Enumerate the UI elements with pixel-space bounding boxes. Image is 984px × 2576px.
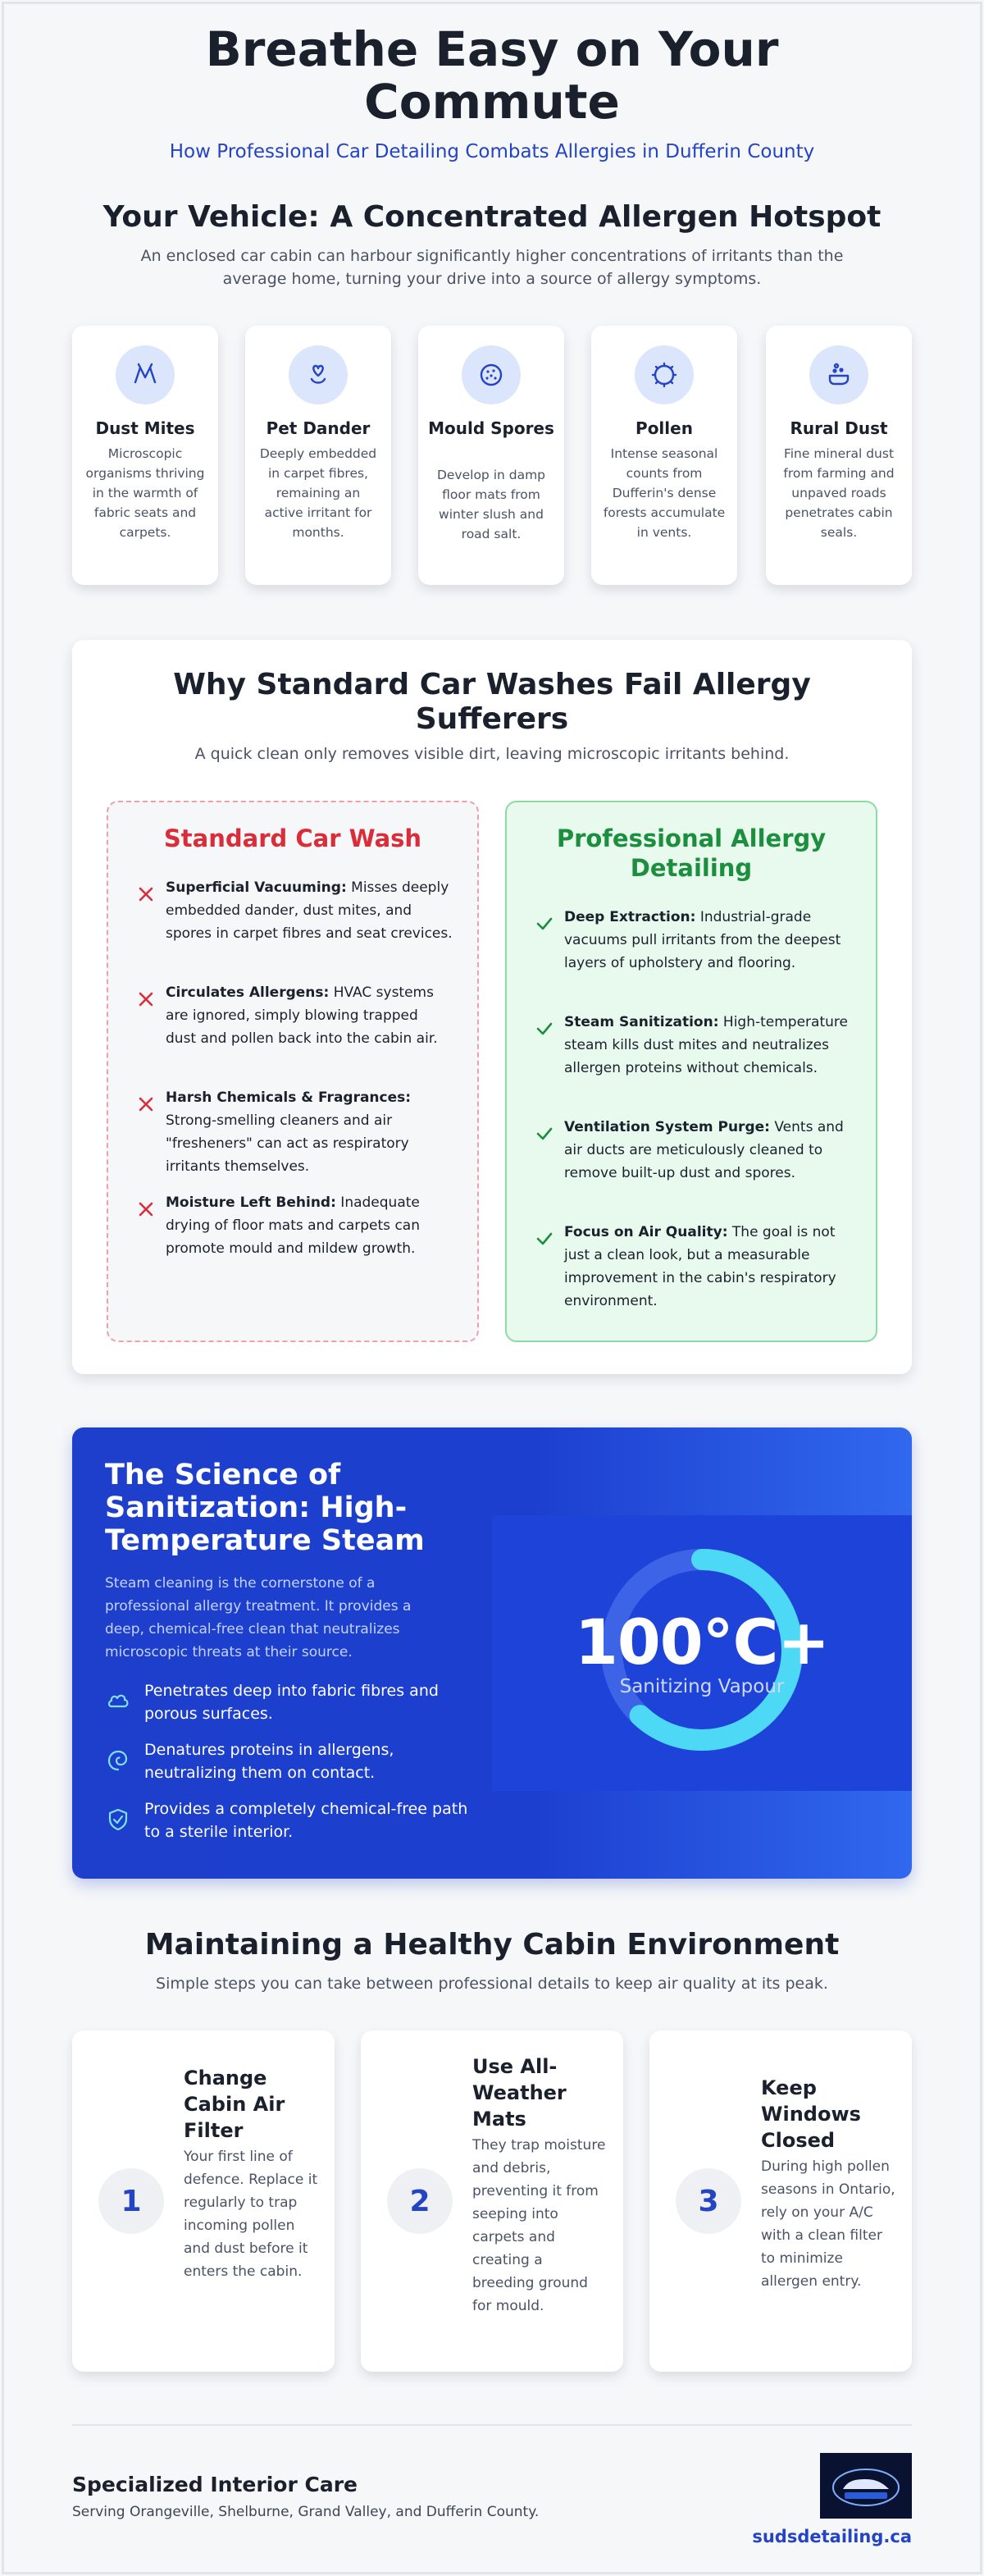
mould-spores-icon bbox=[462, 345, 521, 404]
pet-dander-icon bbox=[289, 345, 348, 404]
science-title: The Science of Sanitization: High-Temperature Steam bbox=[105, 1459, 425, 1557]
science-point: Provides a completely chemical-free path to a sterile interior. bbox=[144, 1800, 468, 1841]
science-point: Penetrates deep into fabric fibres and porous surfaces. bbox=[144, 1682, 439, 1723]
page-subtitle: How Professional Car Detailing Combats Allergies in Dufferin County bbox=[169, 141, 815, 162]
tip-card bbox=[361, 2030, 623, 2372]
tip-card bbox=[72, 2030, 335, 2372]
tip-description: During high pollen seasons in Ontario, rely on your A/C with a clean filter to minimize allergen entry. bbox=[761, 2158, 895, 2290]
science-description: Steam cleaning is the cornerstone of a professional allergy treatment. It provides a deep, chemical-free clean that neutralizes microscopic threats at their source. bbox=[105, 1575, 412, 1660]
standard-wash-column bbox=[107, 801, 479, 1342]
allergen-card-rural-dust bbox=[766, 326, 912, 585]
allergen-title: Rural Dust bbox=[790, 418, 888, 438]
comparison-subtitle: A quick clean only removes visible dirt, leaving microscopic irritants behind. bbox=[194, 745, 790, 763]
allergen-description: Deeply embedded in carpet fibres, remaining an active irritant for months. bbox=[259, 446, 377, 540]
professional-item: Deep Extraction: Industrial-grade vacuums pull irritants from the deepest layers of upholstery and flooring. bbox=[564, 909, 841, 971]
tip-card bbox=[649, 2030, 912, 2372]
check-icon bbox=[535, 914, 554, 934]
rural-dust-icon bbox=[809, 345, 868, 404]
maintain-subtitle: Simple steps you can take between professional details to keep air quality at its peak. bbox=[156, 1975, 828, 1993]
allergen-card-pollen bbox=[591, 326, 737, 585]
footer-title: Specialized Interior Care bbox=[72, 2473, 358, 2496]
professional-item: Focus on Air Quality: The goal is not just a clean look, but a measurable improvement in the cabin's respiratory environment. bbox=[564, 1224, 836, 1309]
maintain-title: Maintaining a Healthy Cabin Environment bbox=[144, 1928, 840, 1962]
professional-detailing-column bbox=[505, 801, 877, 1342]
hotspot-subtitle: An enclosed car cabin can harbour significantly higher concentrations of irritants than the average home, turning your drive into a source of allergy symptoms. bbox=[140, 247, 844, 288]
cross-icon bbox=[136, 1094, 156, 1114]
tip-description: Your first line of defence. Replace it regularly to trap incoming pollen and dust before it enters the cabin. bbox=[184, 2149, 318, 2280]
temperature-gauge-panel bbox=[492, 1515, 912, 1791]
tip-number: 3 bbox=[676, 2168, 741, 2234]
tip-description: They trap moisture and debris, preventing it from seeping into carpets and creating a breeding ground for mould. bbox=[472, 2137, 606, 2314]
comparison-section bbox=[72, 640, 912, 1374]
footer-divider bbox=[72, 2424, 912, 2426]
professional-item: Steam Sanitization: High-temperature steam kills dust mites and neutralizes allergen proteins without chemicals. bbox=[564, 1014, 848, 1076]
professional-detailing-title: Professional Allergy Detailing bbox=[556, 824, 827, 882]
check-icon bbox=[535, 1124, 554, 1144]
hotspot-title: Your Vehicle: A Concentrated Allergen Hotspot bbox=[102, 200, 882, 234]
standard-wash-title: Standard Car Wash bbox=[163, 824, 422, 852]
science-point: Denatures proteins in allergens, neutralizing them on contact. bbox=[144, 1741, 394, 1782]
page-title: Breathe Easy on Your Commute bbox=[205, 21, 779, 130]
check-icon bbox=[535, 1229, 554, 1249]
allergen-description: Fine mineral dust from farming and unpaved roads penetrates cabin seals. bbox=[783, 446, 895, 540]
standard-item: Superficial Vacuuming: Misses deeply embedded dander, dust mites, and spores in carpet fibres and seat crevices. bbox=[166, 879, 453, 942]
allergen-card-mould-spores bbox=[418, 326, 564, 585]
tip-title: Keep Windows Closed bbox=[761, 2076, 861, 2152]
fabric-fibres-icon bbox=[105, 1688, 131, 1715]
allergen-title: Pet Dander bbox=[266, 418, 371, 438]
allergen-card-dust-mites bbox=[72, 326, 218, 585]
temperature-value: 100°C+ bbox=[574, 1605, 830, 1679]
allergen-title: Dust Mites bbox=[95, 418, 195, 438]
protein-denature-icon bbox=[105, 1747, 131, 1774]
check-icon bbox=[535, 1019, 554, 1039]
allergen-cards bbox=[72, 326, 912, 585]
allergen-title: Mould Spores bbox=[428, 418, 554, 438]
dust-mite-icon bbox=[116, 345, 175, 404]
allergen-description: Microscopic organisms thriving in the warmth of fabric seats and carpets. bbox=[85, 446, 205, 540]
footer-service-area: Serving Orangeville, Shelburne, Grand Valley, and Dufferin County. bbox=[72, 2504, 540, 2520]
standard-item: Moisture Left Behind: Inadequate drying of floor mats and carpets can promote mould and mildew growth. bbox=[166, 1194, 420, 1257]
tip-number: 1 bbox=[98, 2168, 164, 2234]
shield-check-icon bbox=[105, 1806, 131, 1833]
professional-item: Ventilation System Purge: Vents and air ducts are meticulously cleaned to remove built-up dust and spores. bbox=[564, 1119, 844, 1181]
standard-item: Circulates Allergens: HVAC systems are ignored, simply blowing trapped dust and pollen back into the cabin air. bbox=[166, 984, 438, 1047]
tip-title: Change Cabin Air Filter bbox=[184, 2067, 285, 2142]
brand-logo bbox=[820, 2453, 912, 2519]
allergen-title: Pollen bbox=[636, 418, 693, 438]
tip-title: Use All-Weather Mats bbox=[472, 2055, 567, 2131]
standard-item: Harsh Chemicals & Fragrances: Strong-smelling cleaners and air "fresheners" can act as respiratory irritants themselves. bbox=[166, 1089, 412, 1175]
allergen-description: Develop in damp floor mats from winter slush and road salt. bbox=[436, 468, 546, 541]
temperature-label: Sanitizing Vapour bbox=[619, 1676, 785, 1697]
pollen-icon bbox=[635, 345, 694, 404]
cross-icon bbox=[136, 989, 156, 1009]
science-section bbox=[72, 1427, 912, 1879]
website-link[interactable]: sudsdetailing.ca bbox=[752, 2527, 912, 2546]
tip-number: 2 bbox=[387, 2168, 453, 2234]
cross-icon bbox=[136, 1199, 156, 1219]
allergen-description: Intense seasonal counts from Dufferin's dense forests accumulate in vents. bbox=[603, 446, 726, 540]
allergen-card-pet-dander bbox=[245, 326, 391, 585]
comparison-title: Why Standard Car Washes Fail Allergy Sufferers bbox=[173, 668, 811, 736]
cross-icon bbox=[136, 884, 156, 904]
